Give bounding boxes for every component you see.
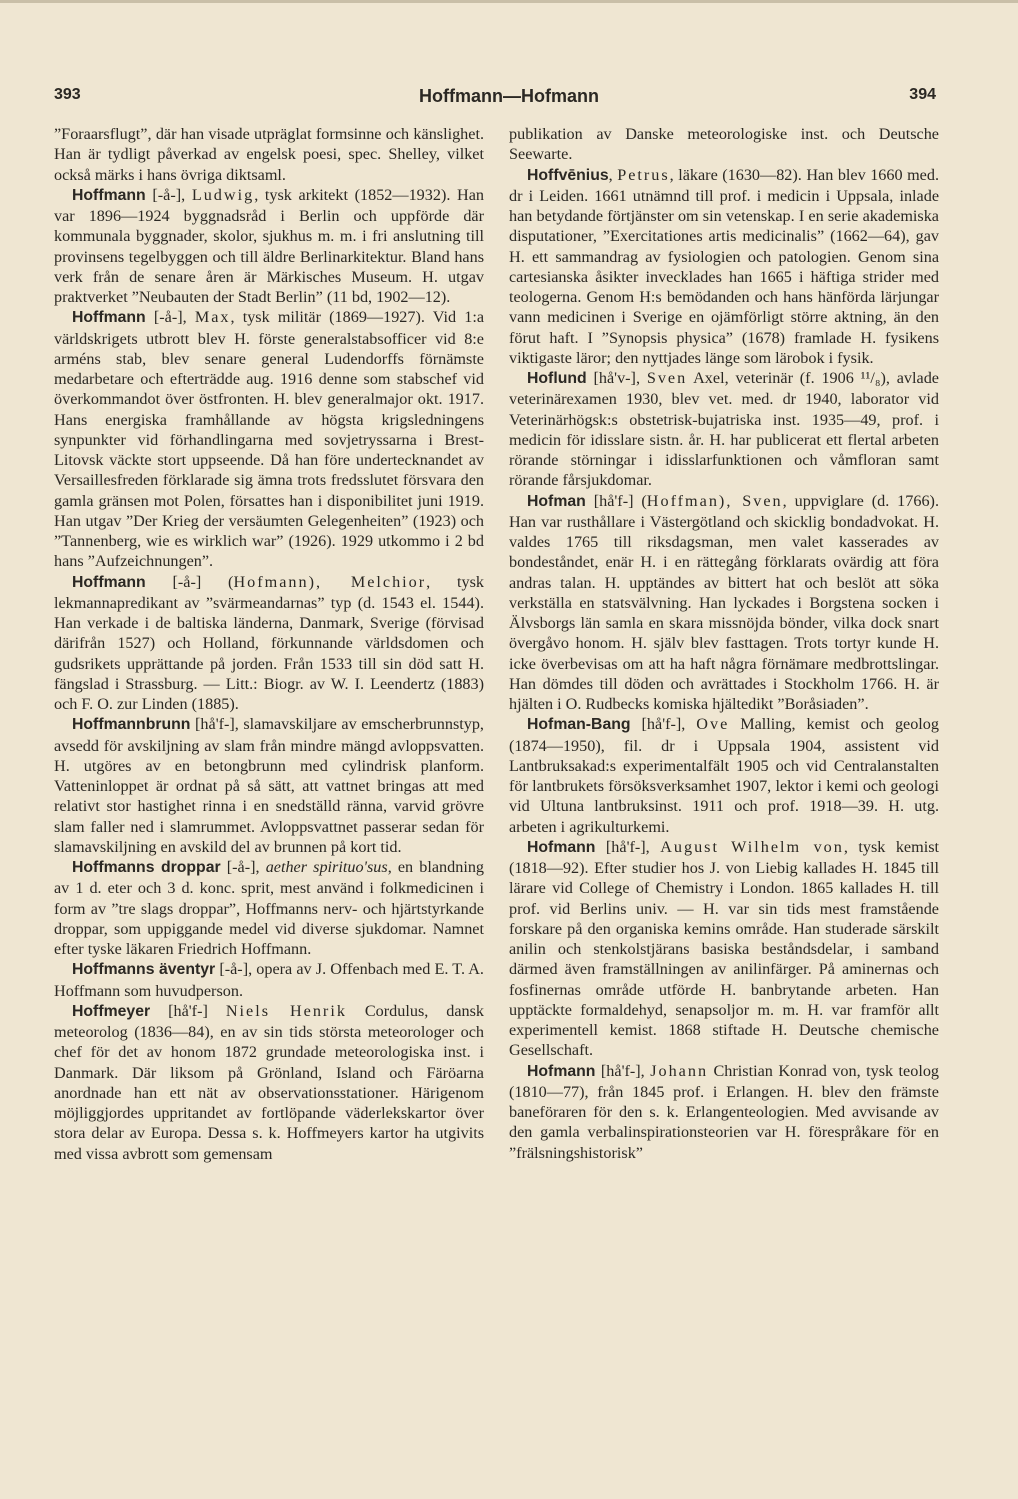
entry-headword: Hoffmannbrunn [72, 716, 191, 734]
entry-hofmann-johann [509, 1061, 939, 1163]
page-number-right: 394 [909, 86, 936, 103]
entry-given-name: August Wilhelm von [660, 837, 844, 856]
entry-headword: Hoffmann [72, 309, 146, 327]
entry-text: , tysk arkitekt (1852—1932). Han var 1896—1924 byggnadsråd i Berlin och uppförde där kommunala byggnader, skolor, sjukhus m. m. i fri anslutning till provinsens tegelbyggen och till äldre Berlinarkitektur. Bland hans verk från de senare åren är Märkisches Museum. H. utgav praktverket ”Neubauten der Stadt Berlin” (11 bd, 1902—12). [54, 185, 484, 306]
entry-text: , tysk militär (1869—1927). Vid 1:a världskrigets utbrott blev H. förste generalstabsofficer vid 8:e arméns stab, blev senare general Ludendorffs förnämste medarbetare och efterträdde aug. 1916 denne som stabschef vid överkommandot över östfronten. H. blev generalmajor okt. 1917. Hans energiska framhållande av högsta krigsledningens synpunkter vid förhandlingarna med sovjetryssarna i Brest-Litovsk väckte stort uppseende. Då han före undertecknandet av Versaillesfreden förklarade sig ämna trots fredsslutet försvara den gamla gränsen mot Polen, försattes han i disponibilitet juni 1919. Han utgav ”Der Krieg der versäumten Gelegenheiten” (1923) och ”Tannenberg, wie es wirklich war” (1926). 1929 utkommo i 2 bd hans ”Aufzeichnungen”. [54, 308, 485, 571]
entry-pronunciation: [hå'f-], [595, 837, 661, 856]
entry-pronunciation: [-å-] ( [145, 572, 234, 591]
entry-text: Malling, kemist och geolog (1874—1950), fil. dr i Uppsala 1904, assistent vid Lantbruksakad:s experimentalfält 1905 och vid Centralanstalten för lantbrukets försöksverksamhet 1907, lektor i kemi och geologi vid Ultuna lantbruksinst. 1911 och prof. 1918—39. H. utg. arbeten i agrikulturkemi. [509, 715, 939, 836]
entry-text: Christian Konrad von, tysk teolog (1810—77), från 1845 prof. i Erlangen. H. blev den främste baneföraren för den s. k. Erlangenteologien. Med avvisande av den gamla verbalinspirationsteorien var H. förespråkare för en ”frälsningshistorisk” [509, 1061, 940, 1162]
entry-hoflund [509, 368, 939, 491]
entry-hoffvenius [509, 165, 939, 369]
entry-pronunciation: [-å-], [215, 960, 257, 979]
entry-hofmann-august-wilhelm [509, 837, 939, 1061]
entry-pronunciation: [hå'f-], [630, 715, 697, 734]
entry-given-name: Sven [646, 369, 688, 387]
entry-hoffmann-ludwig [54, 185, 484, 308]
entry-hoffmann-melchior [54, 572, 484, 715]
entry-headword: Hoffmeyer [72, 1002, 151, 1020]
page-number-left: 393 [54, 86, 81, 103]
entry-hoffmannbrunn [54, 714, 484, 857]
entry-headword: Hoffvēnius [527, 166, 609, 184]
entry-given-name: Max [194, 308, 231, 327]
entry-text: slamavskiljare av emscherbrunnstyp, avsedd för avskiljning av slam från mindre mängd avloppsvatten. H. utgöres av en betongbrunn med cylindrisk planform. Vatteninloppet är ordnat på så sätt, att vattnet bringas att med relativt stor hastighet rinna i en snedställd ränna, varvid grövre slam faller ned i slamrummet. Avloppsvattnet passerar sedan för slamavskiljning en avskild del av brunnen på kort tid. [54, 715, 484, 856]
left-column [54, 124, 484, 1164]
entry-headword: Hofmann [527, 838, 596, 856]
entry-text: , en blandning av 1 d. eter och 3 d. konc. sprit, mest använd i folkmedicinen i form av ”tre slags droppar”, Hoffmanns nerv- och hjärtstyrkande droppar, som uppiggande medel vid diverse sjukdomar. Namnet efter tyske läkaren Friedrich Hoffmann. [54, 858, 485, 958]
entry-pronunciation: [hå'f-], [595, 1061, 651, 1080]
entry-latin-term: aether spirituo'sus [265, 858, 388, 876]
entry-headword: Hoffmanns äventyr [72, 961, 216, 979]
entry-headword: Hofman-Bang [527, 716, 631, 734]
entry-pronunciation: [-å-], [220, 858, 266, 876]
entry-headword: Hoflund [527, 370, 587, 387]
entry-text: ”Foraarsflugt”, där han visade utpräglat formsinne och känslighet. Han är tydligt påverkad av engelsk poesi, spec. Shelley, vilket också märks i hans övriga diktsaml. [54, 125, 484, 184]
entry-text: publikation av Danske meteorologiske inst. och Deutsche Seewarte. [509, 125, 939, 164]
entry-text: Axel, veterinär (f. 1906 ¹¹/₈), avlade veterinärexamen 1930, blev vet. med. dr 1940, laborator vid Veterinärhögsk:s obstetrisk-bujatriska inst. 1935—49, prof. i medicin för idisslare sistn. år. H. har publicerat ett flertal arbeten rörande störningar i idisslarfunktionen och våmfloran samt rörande fårsjukdomar. [509, 369, 939, 490]
entry-continuation [54, 124, 484, 185]
entry-given-name: Hoffman), Sven [646, 491, 783, 510]
entry-headword: Hofman [527, 492, 586, 510]
entry-pronunciation: , [608, 165, 618, 184]
entry-hoffmanns-aventyr [54, 959, 484, 1001]
entry-hoffmeyer [54, 1001, 484, 1164]
entry-hoffmanns-droppar [54, 857, 484, 959]
entry-pronunciation: [-å-], [145, 308, 195, 327]
entry-given-name: Ludwig [191, 185, 255, 204]
entry-text: , uppviglare (d. 1766). Han var rusthållare i Västergötland och skicklig bondadvokat. H. valdes 1765 till riksdagsman, men valet kasserades av bondeståndet, enär H. i en rättegång förklarats ovärdig att föra andras talan. H. upptändes av bittert hat och beslöt att söka verkställa en statsvälvning. Han lyckades i Borgstena socken i Älvsborgs län samla en skara missnöjda bönder, vilka dock snart övergåvo honom. H. själv blev fasttagen. Trots tortyr kunde H. icke överbevisas om att ha haft några förnämare medbrottslingar. Han dömdes till döden och avrättades i Stockholm 1766. H. är hjälten i O. Rudbecks komiska hjältedikt ”Boråsiaden”. [509, 491, 939, 713]
top-edge-rule [0, 0, 1018, 3]
entry-headword: Hofmann [527, 1062, 596, 1080]
entry-text: , tysk kemist (1818—92). Efter studier hos J. von Liebig kallades H. 1845 till lärare vid College of Chemistry i London. 1865 kallades H. till prof. vid Berlins univ. — H. var sin tids mest framstående forskare på den organiska kemins område. Han studerade särskilt anilin och stenkolstjärans basiska beståndsdelar, i samband därmed även framställningen av anilinfärger. På aminernas och fosfinernas område utförde H. banbrytande arbeten. Han upptäckte formaldehyd, senapsoljor m. m. H. var framför allt experimentell kemist. 1868 stiftade H. Deutsche chemische Gesellschaft. [509, 837, 939, 1060]
entry-pronunciation: [hå'f-] ( [585, 491, 647, 510]
entry-hoffmann-max [54, 307, 484, 571]
entry-pronunciation: [hå'f-], [190, 715, 244, 734]
entry-text: opera av J. Offenbach med E. T. A. Hoffmann som huvudperson. [54, 960, 484, 1000]
entry-pronunciation: [-å-], [145, 185, 192, 204]
entry-continuation [509, 124, 939, 165]
entry-text: Cordulus, dansk meteorolog (1836—84), en av sin tids största meteorologer och chef för det av honom 1872 grundade meteorologiska inst. i Danmark. Där liksom på Grönland, Island och Färöarna anordnade han ett nät av observationsstationer. Härigenom möjliggjordes uppritandet av fortlöpande väderlekskartor över stora delar av Europa. Dessa s. k. Hoffmeyers kartor ha utgivits med vissa avbrott som gemensam [54, 1001, 485, 1163]
entry-given-name: Niels Henrik [225, 1001, 347, 1020]
page-header [0, 86, 1018, 110]
running-title: Hoffmann—Hofmann [419, 86, 599, 106]
right-column [509, 124, 939, 1163]
entry-text: , läkare (1630—82). Han blev 1660 med. dr i Leiden. 1661 utnämnd till prof. i medicin i Uppsala, inlade han betydande förtjänster om sin vetenskap. I en serie akademiska disputationer, ”Exercitationes artis medicinalis” (1662—64), gav H. ett sammandrag av fysiologien och patologien. Genom sina cartesianska åsikter invecklades han 1665 i häftiga strider med teologerna. Genom H:s bemödanden och hans hänförda lärjungar vann medicinen i Sverige en ojämförligt större aktning, än den förut haft. I ”Synopsis physica” (1678) framlade H. fysikens viktigaste läror; den nyttjades länge som lärobok i fysik. [509, 165, 940, 367]
entry-headword: Hoffmann [72, 573, 146, 591]
entry-given-name: Hofmann), Melchior [233, 572, 427, 591]
entry-given-name: Ove [696, 715, 730, 734]
entry-pronunciation: [hå'v-], [586, 369, 647, 387]
entry-given-name: Petrus [617, 165, 670, 184]
entry-hofman-sven [509, 491, 939, 715]
entry-hofman-bang [509, 714, 939, 837]
entry-headword: Hoffmann [72, 186, 146, 204]
entry-pronunciation: [hå'f-] [150, 1001, 226, 1020]
entry-headword: Hoffmanns droppar [72, 859, 221, 876]
entry-text: , tysk lekmannapredikant av ”svärmeandarnas” typ (d. 1543 el. 1544). Han verkade i de baltiska länderna, Danmark, Sverige (förvisad därifrån 1527) och Holland, förkunnande världsdomen och gudsrikets upprättande på jorden. Från 1533 till sin död satt H. fängslad i Strassburg. — Litt.: Biogr. av W. I. Leendertz (1883) och F. O. zur Linden (1885). [54, 572, 484, 713]
entry-given-name: Johann [650, 1061, 709, 1080]
